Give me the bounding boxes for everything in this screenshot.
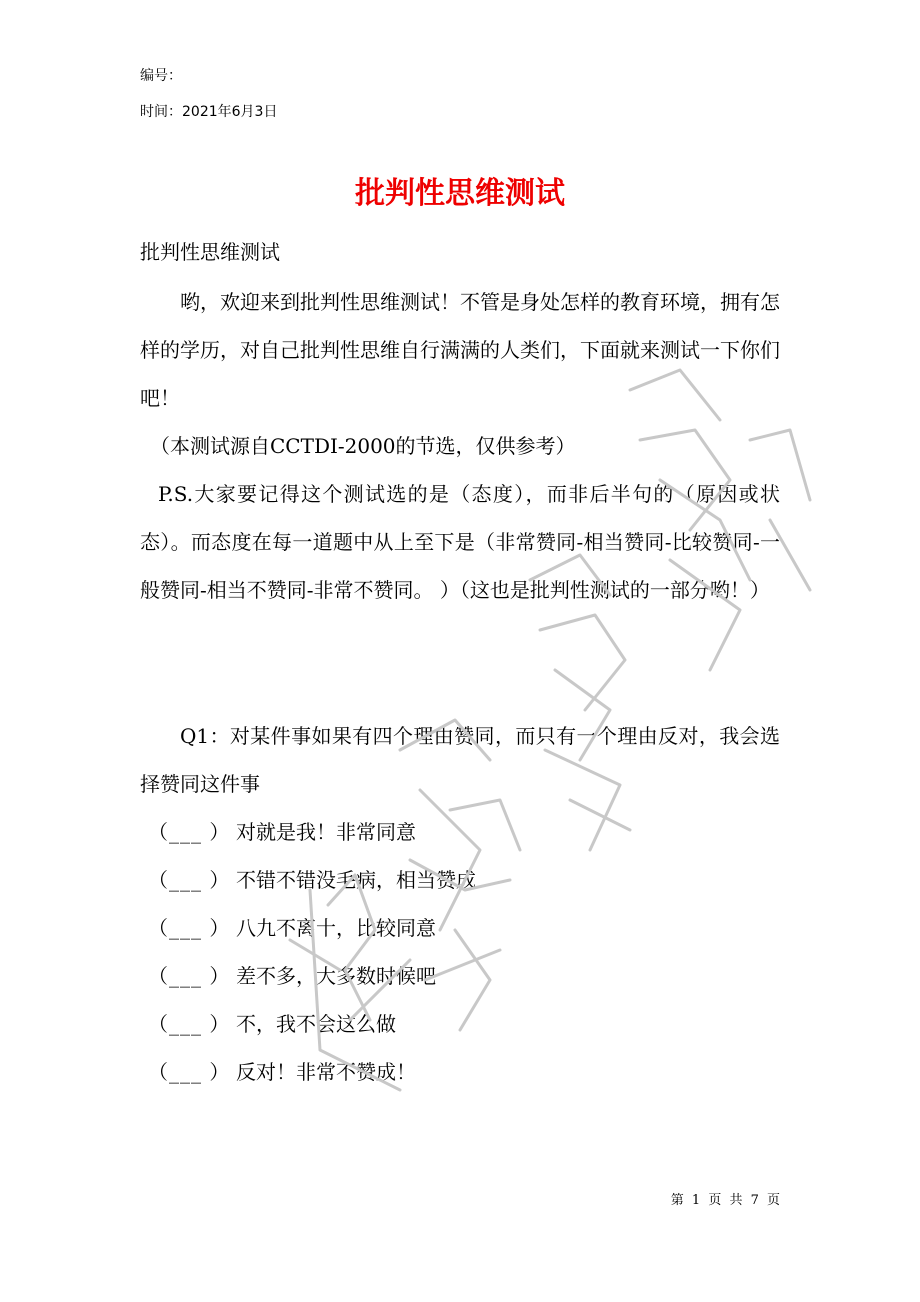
answer-option-label: 反对！非常不赞成！ <box>236 1060 416 1084</box>
document-title: 批判性思维测试 <box>355 176 565 211</box>
answer-option-label: 对就是我！非常同意 <box>236 820 416 844</box>
answer-blank[interactable]: （___ ） <box>148 964 231 988</box>
document-number-label: 编号： <box>140 68 182 84</box>
question-text: Q1：对某件事如果有四个理由赞同，而只有一个理由反对，我会选择赞同这件事 <box>140 724 780 796</box>
answer-blank[interactable]: （___ ） <box>148 868 231 892</box>
document-subtitle: 批判性思维测试 <box>140 240 280 264</box>
answer-option[interactable] <box>148 856 778 904</box>
answer-blank[interactable]: （___ ） <box>148 1060 231 1084</box>
answer-option-label: 不错不错没毛病，相当赞成 <box>236 868 476 892</box>
answer-option-label: 不，我不会这么做 <box>236 1012 396 1036</box>
ps-note-paragraph: P.S.大家要记得这个测试选的是（态度），而非后半句的（原因或状态）。而态度在每一道题中从上至下是（非常赞同-相当赞同-比较赞同-一般赞同-相当不赞同-非常不赞同。 ）（这也是批判性测试的一部分哟！） <box>140 482 780 602</box>
page-number-footer: 第 1 页 共 7 页 <box>670 1193 780 1208</box>
answer-option-label: 差不多，大多数时候吧 <box>236 964 436 988</box>
source-note: （本测试源自CCTDI-2000的节选，仅供参考） <box>150 434 576 458</box>
answer-option[interactable] <box>148 808 778 856</box>
answer-option-label: 八九不离十，比较同意 <box>236 916 436 940</box>
document-time-label: 时间：2021年6月3日 <box>140 104 278 120</box>
answer-option[interactable] <box>148 1048 778 1096</box>
answer-blank[interactable]: （___ ） <box>148 916 231 940</box>
answer-option[interactable] <box>148 1000 778 1048</box>
answer-option[interactable] <box>148 904 778 952</box>
answer-blank[interactable]: （___ ） <box>148 1012 231 1036</box>
answer-options-list <box>148 808 778 1096</box>
intro-paragraph: 哟，欢迎来到批判性思维测试！不管是身处怎样的教育环境，拥有怎样的学历，对自己批判性思维自行满满的人类们，下面就来测试一下你们吧！ <box>140 290 780 410</box>
answer-blank[interactable]: （___ ） <box>148 820 231 844</box>
answer-option[interactable] <box>148 952 778 1000</box>
